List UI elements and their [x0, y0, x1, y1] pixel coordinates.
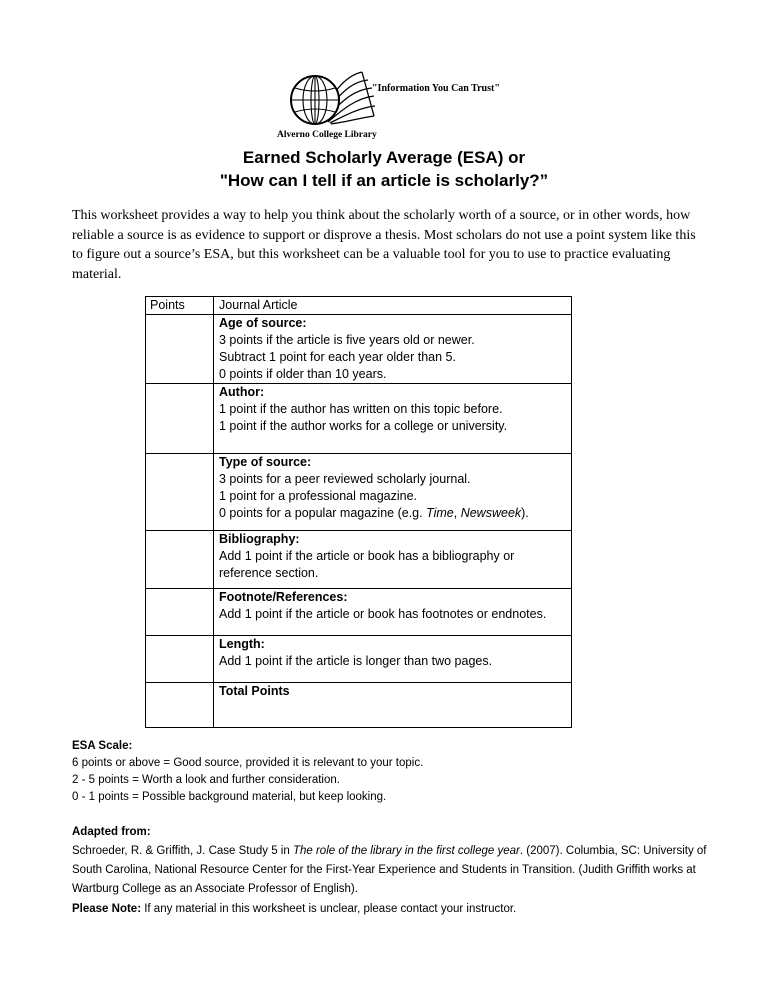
- esa-scale: [72, 738, 423, 806]
- globe-book-icon: [282, 66, 402, 132]
- scale-item: 0 - 1 points = Possible background material, but keep looking.: [72, 791, 387, 803]
- criterion-line: 0 points if older than 10 years.: [219, 367, 387, 381]
- points-cell-length[interactable]: [146, 636, 214, 683]
- table-row: [146, 636, 572, 683]
- criterion-total: [214, 683, 572, 728]
- total-points-label: Total Points: [219, 684, 290, 698]
- criterion-line: Add 1 point if the article is longer than two pages.: [219, 654, 493, 668]
- please-note: [72, 901, 516, 918]
- page-title: [0, 146, 768, 192]
- criterion-length: [214, 636, 572, 683]
- header-journal-article: Journal Article: [214, 297, 572, 315]
- criterion-type: [214, 454, 572, 531]
- table-row: [146, 531, 572, 589]
- logo-library-name: Alverno College Library: [277, 130, 377, 140]
- points-cell-total[interactable]: [146, 683, 214, 728]
- points-cell-footnotes[interactable]: [146, 589, 214, 636]
- criterion-title: Age of source:: [219, 316, 307, 330]
- criterion-line: 1 point if the author works for a college or university.: [219, 419, 508, 433]
- table-row: [146, 315, 572, 384]
- criterion-title: Author:: [219, 385, 265, 399]
- adapted-heading: Adapted from:: [72, 826, 151, 838]
- esa-worksheet-table: [145, 296, 572, 728]
- logo-tagline: "Information You Can Trust": [372, 83, 500, 94]
- table-row: [146, 683, 572, 728]
- criterion-line: Subtract 1 point for each year older than 5.: [219, 350, 456, 364]
- note-text: If any material in this worksheet is unclear, please contact your instructor.: [141, 903, 517, 915]
- points-cell-age[interactable]: [146, 315, 214, 384]
- points-cell-author[interactable]: [146, 384, 214, 454]
- title-line-1: Earned Scholarly Average (ESA) or: [242, 148, 526, 167]
- criterion-footnotes: [214, 589, 572, 636]
- table-row: [146, 454, 572, 531]
- header-points: Points: [146, 297, 214, 315]
- scale-heading: ESA Scale:: [72, 740, 133, 752]
- criterion-line: reference section.: [219, 566, 319, 580]
- criterion-age: [214, 315, 572, 384]
- criterion-line: 3 points for a peer reviewed scholarly journal.: [219, 472, 471, 486]
- points-cell-type[interactable]: [146, 454, 214, 531]
- criterion-bibliography: [214, 531, 572, 589]
- points-cell-bibliography[interactable]: [146, 531, 214, 589]
- adapted-from: [72, 823, 712, 899]
- note-label: Please Note:: [72, 903, 142, 915]
- scale-item: 6 points or above = Good source, provided it is relevant to your topic.: [72, 757, 424, 769]
- criterion-title: Type of source:: [219, 455, 312, 469]
- scale-item: 2 - 5 points = Worth a look and further consideration.: [72, 774, 340, 786]
- criterion-author: [214, 384, 572, 454]
- intro-paragraph: This worksheet provides a way to help you think about the scholarly worth of a source, or in other words, how reliable a source is as evidence to support or disprove a thesis. Most scholars do not use a point system like this to figure out a source’s ESA, but this worksheet can be a valuable tool for you to use to practice evaluating material.: [72, 208, 696, 282]
- table-row: [146, 589, 572, 636]
- criterion-title: Length:: [219, 637, 265, 651]
- criterion-title: Footnote/References:: [219, 590, 348, 604]
- library-logo: [277, 66, 507, 144]
- table-row: [146, 384, 572, 454]
- criterion-line: Add 1 point if the article or book has footnotes or endnotes.: [219, 607, 547, 621]
- title-line-2: "How can I tell if an article is scholarly?”: [219, 171, 549, 190]
- adapted-citation: Schroeder, R. & Griffith, J. Case Study 5 in The role of the library in the first college year. (2007). Columbia, SC: University of South Carolina, National Resource Center for the First-Year Experience and Students in Transition. (Judith Griffith works at Wartburg College as an Associate Professor of English).: [72, 845, 707, 895]
- citation-book-title: The role of the library in the first college year: [292, 845, 520, 857]
- criterion-line: Add 1 point if the article or book has a bibliography or: [219, 549, 515, 563]
- criterion-line: 0 points for a popular magazine (e.g. Time, Newsweek).: [219, 506, 529, 520]
- criterion-line: 3 points if the article is five years old or newer.: [219, 333, 475, 347]
- criterion-title: Bibliography:: [219, 532, 300, 546]
- criterion-line: 1 point for a professional magazine.: [219, 489, 418, 503]
- table-header-row: [146, 297, 572, 315]
- criterion-line: 1 point if the author has written on this topic before.: [219, 402, 503, 416]
